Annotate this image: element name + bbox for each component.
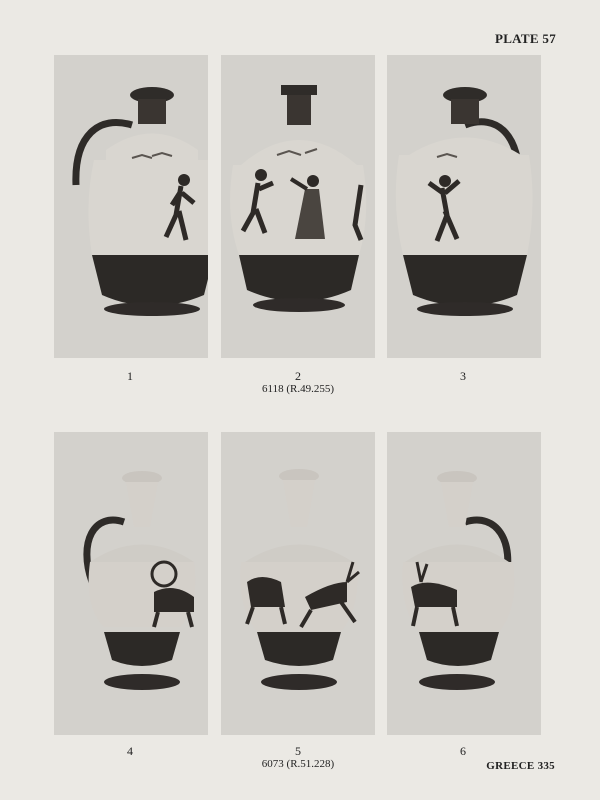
lekythos-deer-image bbox=[387, 432, 541, 735]
figure-6-number: 6 bbox=[460, 744, 466, 758]
figure-5-number: 5 bbox=[295, 744, 301, 758]
inventory-number-row-1: 6118 (R.49.255) bbox=[261, 383, 334, 395]
lekythos-dog-deer-image bbox=[221, 432, 375, 735]
figure-1-number: 1 bbox=[127, 369, 133, 383]
figure-2-photo bbox=[221, 55, 375, 358]
lekythos-dancing-satyr-image bbox=[54, 55, 208, 358]
plate-title: PLATE 57 bbox=[494, 31, 556, 46]
inventory-number-row-2: 6073 (R.51.228) bbox=[261, 758, 335, 770]
figure-2-number: 2 bbox=[295, 369, 301, 383]
figure-6-photo bbox=[387, 432, 541, 735]
figure-3-number: 3 bbox=[460, 369, 466, 383]
figure-4-number: 4 bbox=[127, 744, 133, 758]
figure-1-photo bbox=[54, 55, 208, 358]
lekythos-animal-image bbox=[54, 432, 208, 735]
figure-4-photo bbox=[54, 432, 208, 735]
figure-5-photo bbox=[221, 432, 375, 735]
lekythos-satyr-maenad-image bbox=[221, 55, 375, 358]
figure-3-photo bbox=[387, 55, 541, 358]
lekythos-dancing-satyr-image bbox=[387, 55, 541, 358]
plate-reference: GREECE 335 bbox=[486, 760, 555, 772]
